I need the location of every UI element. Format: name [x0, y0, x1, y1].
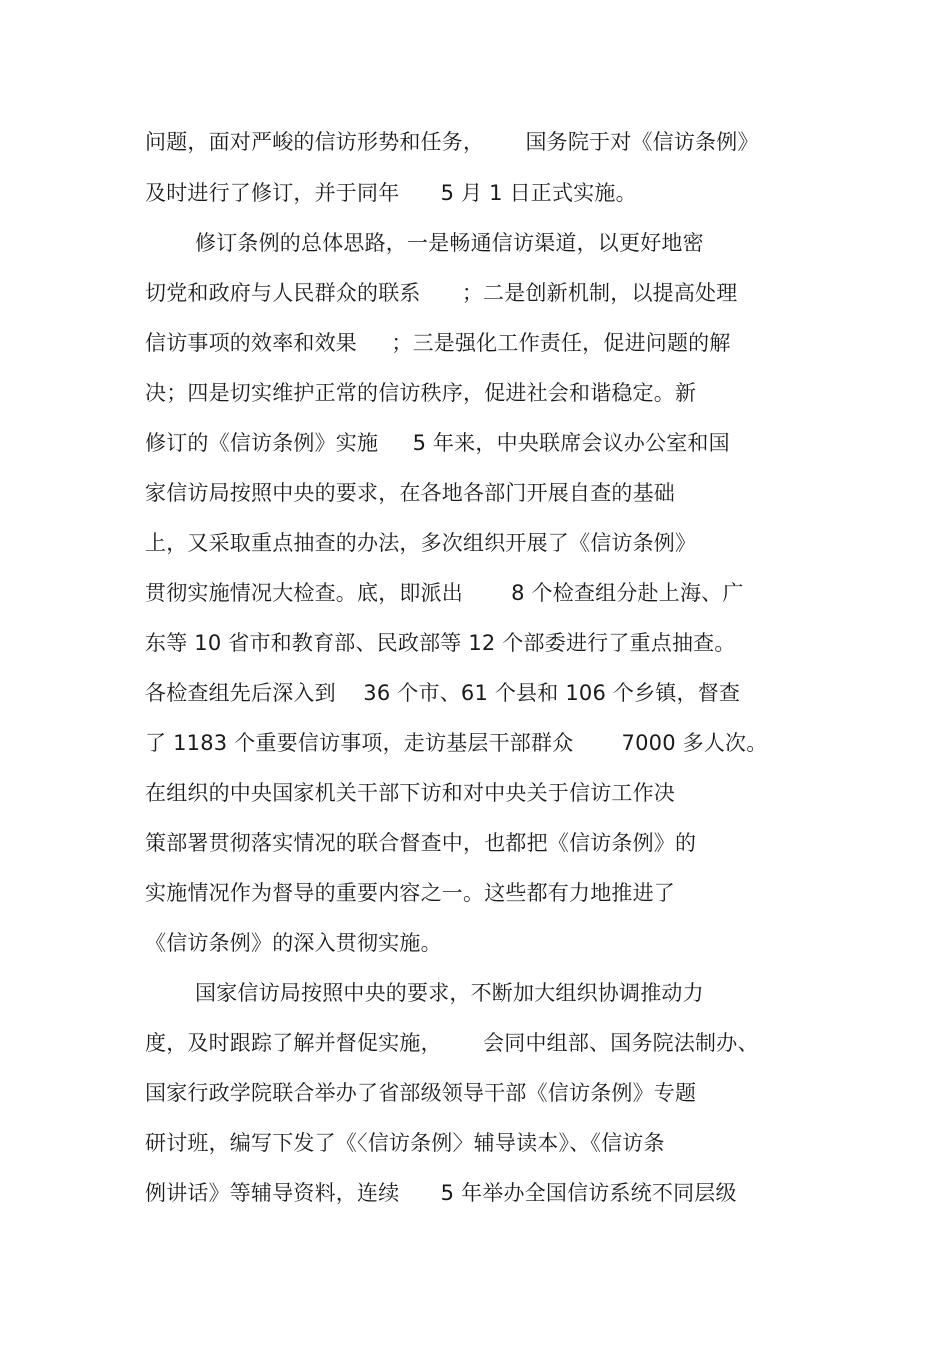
text-line: 各检查组先后深入到 36 个市、61 个县和 106 个乡镇，督查	[145, 681, 741, 705]
text-line: 上，又采取重点抽查的办法，多次组织开展了《信访条例》	[145, 531, 697, 555]
text-line: 及时进行了修订，并于同年 5 月 1 日正式实施。	[145, 181, 637, 205]
text-line: 例讲话》等辅导资料，连续 5 年举办全国信访系统不同层级	[145, 1181, 737, 1205]
text-line: 家信访局按照中央的要求，在各地各部门开展自查的基础	[145, 481, 675, 505]
text-line: 修订的《信访条例》实施 5 年来，中央联席会议办公室和国	[145, 431, 730, 455]
text-line: 在组织的中央国家机关干部下访和对中央关于信访工作决	[145, 781, 675, 805]
text-line: 切党和政府与人民群众的联系 ；二是创新机制，以提高处理	[145, 281, 738, 305]
paragraph-start-line: 国家信访局按照中央的要求，不断加大组织协调推动力	[195, 981, 704, 1005]
text-line: 问题，面对严峻的信访形势和任务， 国务院于对《信访条例》	[145, 130, 759, 154]
paragraph-start-line: 修订条例的总体思路，一是畅通信访渠道，以更好地密	[195, 231, 704, 255]
text-line: 决；四是切实维护正常的信访秩序，促进社会和谐稳定。新	[145, 381, 697, 405]
text-line: 东等 10 省市和教育部、民政部等 12 个部委进行了重点抽查。	[145, 631, 736, 655]
text-line: 了 1183 个重要信访事项，走访基层干部群众 7000 多人次。	[145, 731, 768, 755]
text-line: 度，及时跟踪了解并督促实施， 会同中组部、国务院法制办、	[145, 1031, 759, 1055]
text-line: 实施情况作为督导的重要内容之一。这些都有力地推进了	[145, 881, 675, 905]
text-line: 贯彻实施情况大检查。底，即派出 8 个检查组分赴上海、广	[145, 581, 744, 605]
text-line: 研讨班，编写下发了《〈信访条例〉辅导读本》、《信访条	[145, 1131, 665, 1155]
text-line: 信访事项的效率和效果 ；三是强化工作责任，促进问题的解	[145, 331, 731, 355]
text-line: 国家行政学院联合举办了省部级领导干部《信访条例》专题	[145, 1081, 697, 1105]
text-line: 《信访条例》的深入贯彻实施。	[145, 931, 442, 955]
text-line: 策部署贯彻落实情况的联合督查中，也都把《信访条例》的	[145, 831, 697, 855]
